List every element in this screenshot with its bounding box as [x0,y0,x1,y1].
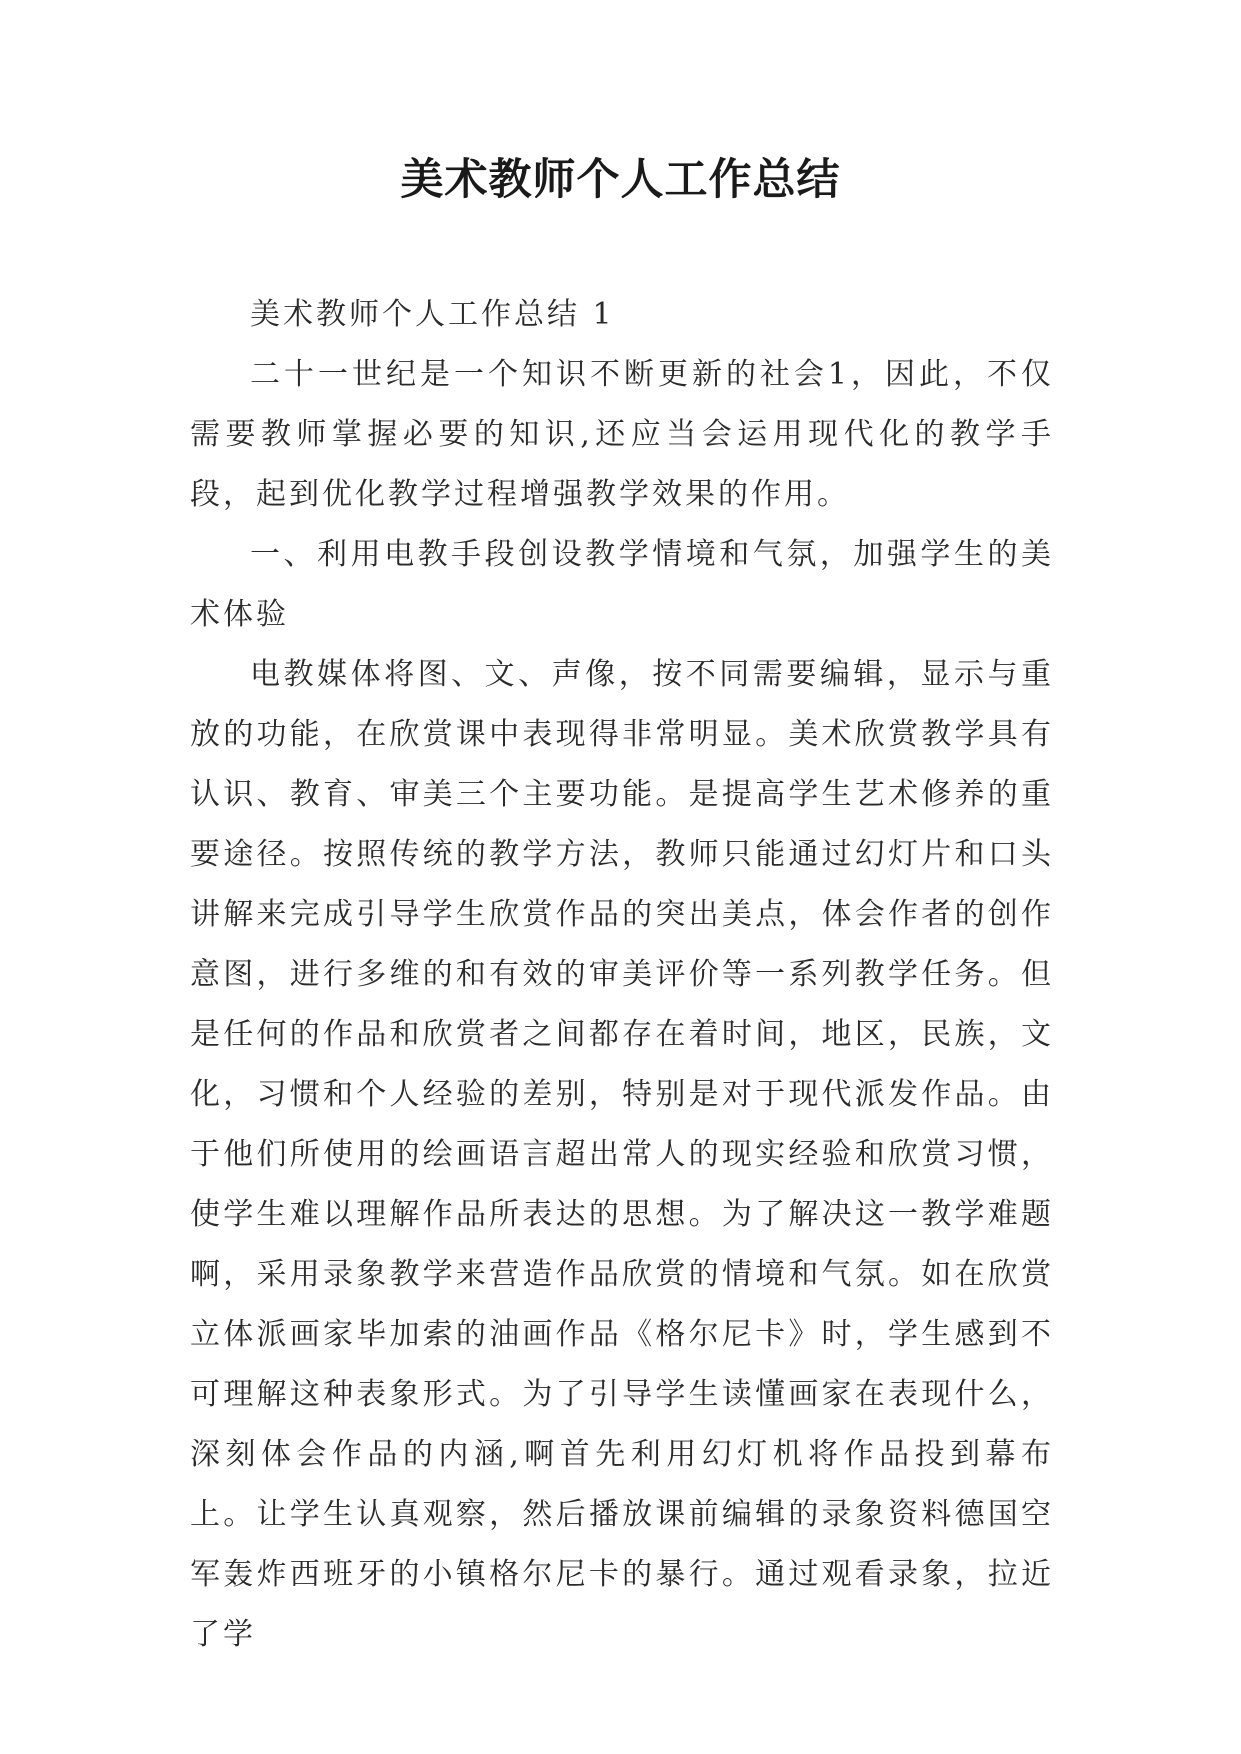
document-title: 美术教师个人工作总结 [400,155,841,205]
section-heading: 美术教师个人工作总结 1 [250,297,615,332]
paragraph: 二十一世纪是一个知识不断更新的社会1，因此，不仅需要教师掌握必要的知识,还应当会运用现代化的教学手段，起到优化教学过程增强教学效果的作用。 [190,357,1054,512]
paragraph: 电教媒体将图、文、声像，按不同需要编辑，显示与重放的功能，在欣赏课中表现得非常明显。美术欣赏教学具有认识、教育、审美三个主要功能。是提高学生艺术修养的重要途径。按照传统的教学方法，教师只能通过幻灯片和口头讲解来完成引导学生欣赏作品的突出美点，体会作者的创作意图，进行多维的和有效的审美评价等一系列教学任务。但是任何的作品和欣赏者之间都存在着时间，地区，民族，文化，习惯和个人经验的差别，特别是对于现代派发作品。由于他们所使用的绘画语言超出常人的现实经验和欣赏习惯，使学生难以理解作品所表达的思想。为了解决这一教学难题啊，采用录象教学来营造作品欣赏的情境和气氛。如在欣赏立体派画家毕加索的油画作品《格尔尼卡》时，学生感到不可理解这种表象形式。为了引导学生读懂画家在表现什么，深刻体会作品的内涵,啊首先利用幻灯机将作品投到幕布上。让学生认真观察，然后播放课前编辑的录象资料德国空军轰炸西班牙的小镇格尔尼卡的暴行。通过观看录象，拉近了学 [190,657,1054,1652]
document-body [190,285,1054,1665]
subsection-heading: 一、利用电教手段创设教学情境和气氛，加强学生的美术体验 [190,537,1054,632]
